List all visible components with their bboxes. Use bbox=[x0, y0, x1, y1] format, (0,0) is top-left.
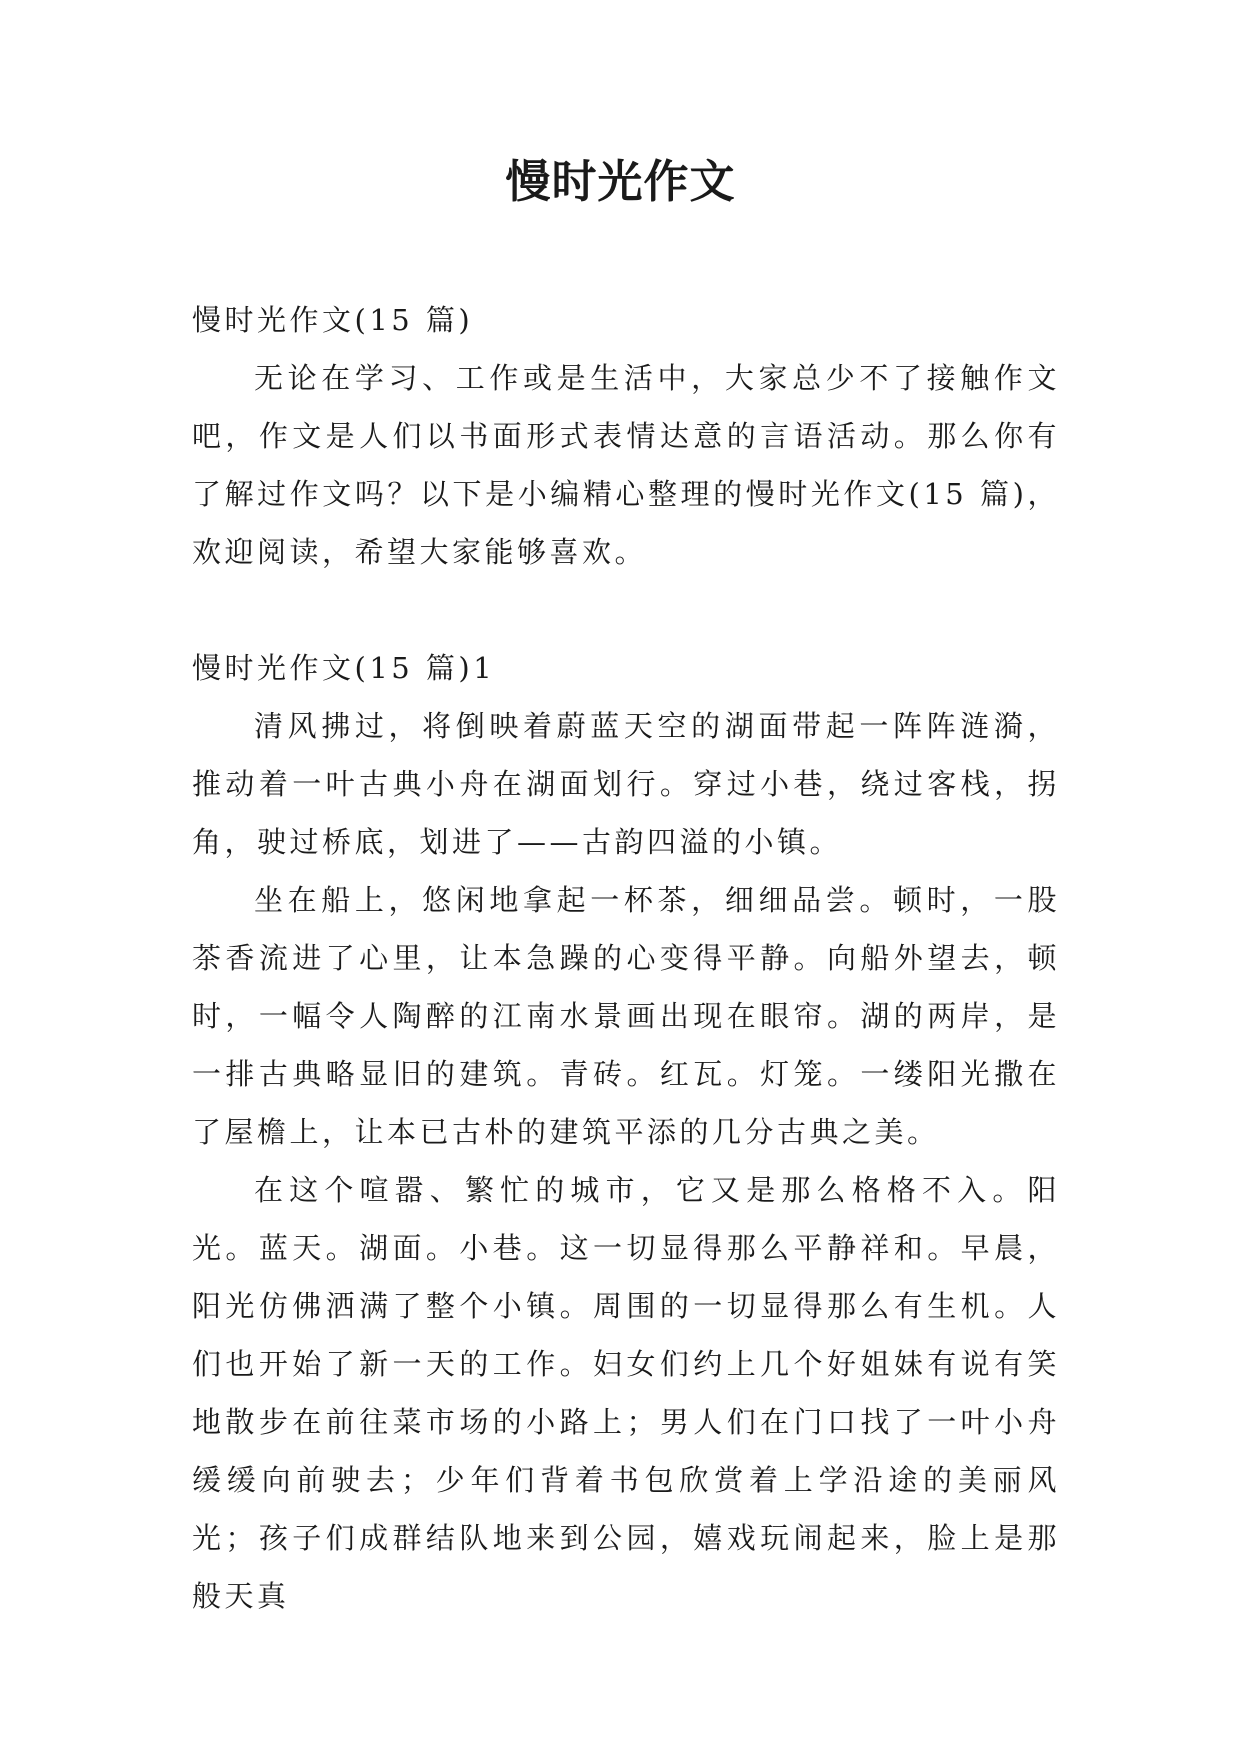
body-paragraph: 坐在船上，悠闲地拿起一杯茶，细细品尝。顿时，一股茶香流进了心里，让本急躁的心变得平静。向船外望去，顿时，一幅令人陶醉的江南水景画出现在眼帘。湖的两岸，是一排古典略显旧的建筑。青砖。红瓦。灯笼。一缕阳光撒在了屋檐上，让本已古朴的建筑平添的几分古典之美。 bbox=[192, 883, 1060, 1149]
intro-paragraph: 无论在学习、工作或是生活中，大家总少不了接触作文吧，作文是人们以书面形式表情达意的言语活动。那么你有了解过作文吗？以下是小编精心整理的慢时光作文(15 篇)，欢迎阅读，希望大家能够喜欢。 bbox=[192, 361, 1060, 569]
body-paragraph: 在这个喧嚣、繁忙的城市，它又是那么格格不入。阳光。蓝天。湖面。小巷。这一切显得那么平静祥和。早晨，阳光仿佛洒满了整个小镇。周围的一切显得那么有生机。人们也开始了新一天的工作。妇女们约上几个好姐妹有说有笑地散步在前往菜市场的小路上；男人们在门口找了一叶小舟缓缓向前驶去；少年们背着书包欣赏着上学沿途的美丽风光；孩子们成群结队地来到公园，嬉戏玩闹起来，脸上是那般天真 bbox=[192, 1173, 1060, 1613]
subtitle: 慢时光作文(15 篇) bbox=[192, 303, 474, 337]
section-heading: 慢时光作文(15 篇)1 bbox=[192, 651, 496, 685]
page-title: 慢时光作文 bbox=[505, 155, 736, 208]
body-paragraph: 清风拂过，将倒映着蔚蓝天空的湖面带起一阵阵涟漪，推动着一叶古典小舟在湖面划行。穿过小巷，绕过客栈，拐角，驶过桥底，划进了——古韵四溢的小镇。 bbox=[192, 709, 1060, 859]
spacer bbox=[192, 581, 1060, 639]
document-body bbox=[192, 291, 1060, 1625]
